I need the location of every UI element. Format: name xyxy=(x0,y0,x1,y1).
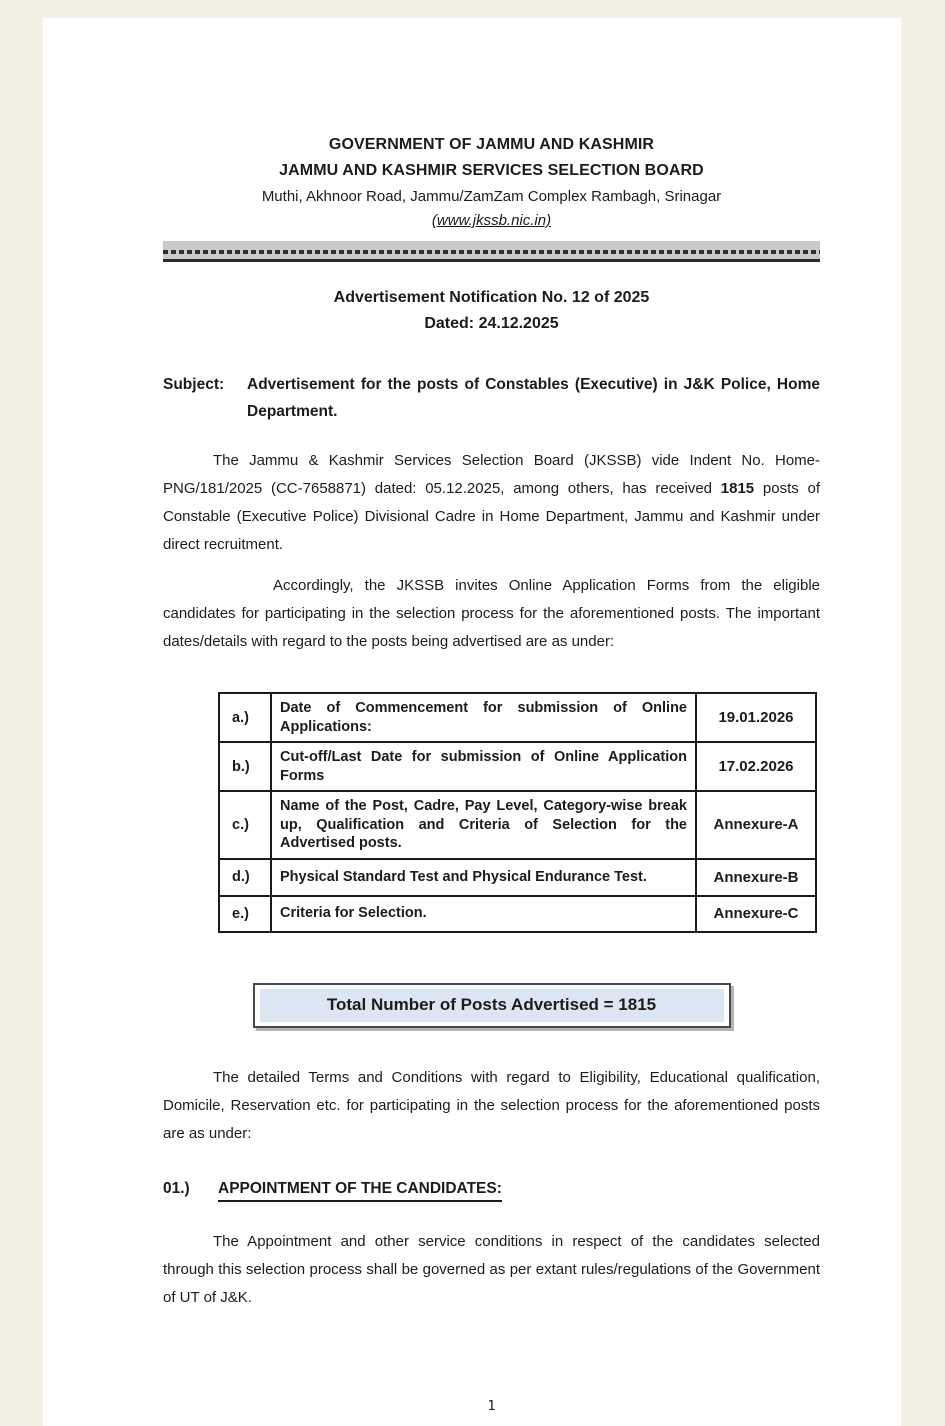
row-letter: e.) xyxy=(219,896,271,932)
row-value: 17.02.2026 xyxy=(696,742,816,791)
row-value: Annexure-B xyxy=(696,859,816,896)
government-title: GOVERNMENT OF JAMMU AND KASHMIR xyxy=(328,136,655,153)
total-posts-banner xyxy=(253,983,731,1028)
paragraph-1-lead: The Jammu & Kashmir Services Selection Board (JKSSB) vide Indent No. Home-PNG/181/2025 (CC-7658871) dated: 05.12.2025, among others, has received xyxy=(163,452,820,497)
table-row xyxy=(219,791,816,859)
row-value: 19.01.2026 xyxy=(696,693,816,742)
section-1-number: 01.) xyxy=(163,1179,190,1197)
paragraph-terms-conditions: The detailed Terms and Conditions with regard to Eligibility, Educational qualification, Domicile, Reservation etc. for participating in the selection process for the aforementioned posts are as under: xyxy=(163,1068,820,1142)
row-letter: c.) xyxy=(219,791,271,859)
notification-date: Dated: 24.12.2025 xyxy=(424,315,559,332)
header-divider-rule xyxy=(163,241,820,262)
paragraph-appointment: The Appointment and other service conditions in respect of the candidates selected through this selection process shall be governed as per extant rules/regulations of the Government of UT of J&K. xyxy=(163,1232,820,1306)
row-letter: d.) xyxy=(219,859,271,896)
subject-text: Advertisement for the posts of Constables (Executive) in J&K Police, Home Department. xyxy=(247,376,820,420)
paragraph-indent-received-posts xyxy=(163,447,820,559)
page-number: 1 xyxy=(487,1397,496,1414)
total-posts-count: 1815 xyxy=(720,480,755,497)
notification-heading xyxy=(163,289,820,333)
row-description: Cut-off/Last Date for submission of Online Application Forms xyxy=(271,742,696,791)
website-link[interactable]: (www.jkssb.nic.in) xyxy=(431,212,552,229)
document-page xyxy=(43,18,901,1426)
row-letter: a.) xyxy=(219,693,271,742)
row-value: Annexure-C xyxy=(696,896,816,932)
board-title: JAMMU AND KASHMIR SERVICES SELECTION BOARD xyxy=(279,162,704,179)
page-content xyxy=(43,18,901,1414)
table-row xyxy=(219,742,816,791)
row-description: Criteria for Selection. xyxy=(271,896,696,932)
subject-block xyxy=(163,371,820,425)
paragraph-invitation: Accordingly, the JKSSB invites Online Application Forms from the eligible candidates for participating in the selection process for the aforementioned posts. The important dates/details with regard to the posts being advertised are as under: xyxy=(163,577,820,650)
table-row xyxy=(219,859,816,896)
notification-title: Advertisement Notification No. 12 of 2025 xyxy=(333,289,650,306)
section-1-heading xyxy=(163,1180,820,1202)
row-description: Physical Standard Test and Physical Endurance Test. xyxy=(271,859,696,896)
section-1-title: APPOINTMENT OF THE CANDIDATES: xyxy=(218,1180,502,1202)
paragraph-1-tail: posts of Constable (Executive Police) Divisional Cadre in Home Department, Jammu and Kashmir under direct recruitment. xyxy=(163,480,821,553)
row-value: Annexure-A xyxy=(696,791,816,859)
important-dates-table xyxy=(218,692,817,933)
row-letter: b.) xyxy=(219,742,271,791)
document-header xyxy=(163,136,820,262)
row-description: Name of the Post, Cadre, Pay Level, Category-wise break up, Qualification and Criteria of Selection for the Advertised posts. xyxy=(271,791,696,859)
table-row xyxy=(219,693,816,742)
table-row xyxy=(219,896,816,932)
subject-label: Subject: xyxy=(163,376,225,393)
total-posts-banner-text: Total Number of Posts Advertised = 1815 xyxy=(260,989,724,1022)
board-address: Muthi, Akhnoor Road, Jammu/ZamZam Complex Rambagh, Srinagar xyxy=(261,188,722,205)
row-description: Date of Commencement for submission of Online Applications: xyxy=(271,693,696,742)
